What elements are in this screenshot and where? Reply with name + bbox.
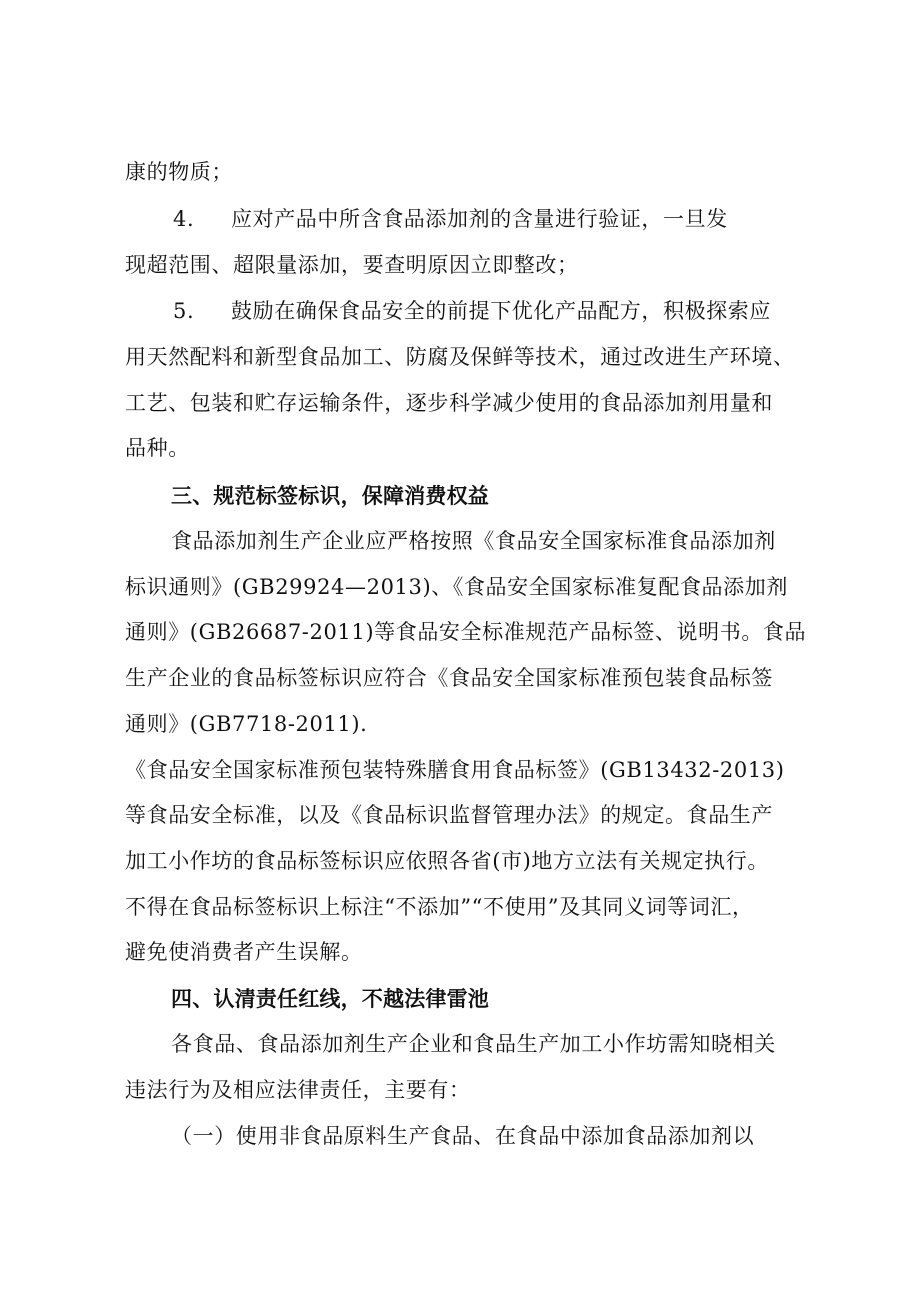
text-line: 标识通则》(GB29924—2013)、《食品安全国家标准复配食品添加剂: [125, 575, 788, 599]
text-line: 品种。: [125, 436, 190, 460]
item-number: 5.: [173, 299, 195, 323]
text-line: 用天然配料和新型食品加工、防腐及保鲜等技术，通过改进生产环境、: [125, 345, 795, 369]
text-line: 《食品安全国家标准预包装特殊膳食用食品标签》(GB13432-2013): [125, 758, 785, 782]
section-heading-4: 四、认清责任红线，不越法律雷池: [171, 987, 489, 1011]
text-line: 各食品、食品添加剂生产企业和食品生产加工小作坊需知晓相关: [171, 1032, 776, 1056]
text-line: 食品添加剂生产企业应严格按照《食品安全国家标准食品添加剂: [171, 529, 776, 553]
item-number: 4.: [173, 207, 195, 231]
text-line: 不得在食品标签标识上标注“不添加”“不使用”及其同义词等词汇，: [125, 895, 754, 919]
text-line: 违法行为及相应法律责任，主要有：: [125, 1078, 471, 1102]
text-line: 生产企业的食品标签标识应符合《食品安全国家标准预包装食品标签: [125, 666, 773, 690]
text-line: 康的物质；: [125, 160, 233, 184]
text-line: 加工小作坊的食品标签标识应依照各省(市)地方立法有关规定执行。: [125, 849, 769, 873]
section-heading-3: 三、规范标签标识，保障消费权益: [171, 484, 489, 508]
text-line: （一）使用非食品原料生产食品、在食品中添加食品添加剂以: [171, 1124, 755, 1148]
numbered-item-4: [173, 204, 728, 234]
text-line: 通则》(GB7718-2011).: [125, 712, 368, 736]
item-text: 鼓励在确保食品安全的前提下优化产品配方，积极探索应: [231, 299, 771, 323]
text-line: 等食品安全标准，以及《食品标识监督管理办法》的规定。食品生产: [125, 803, 773, 827]
text-line: 避免使消费者产生误解。: [125, 940, 363, 964]
item-text: 应对产品中所含食品添加剂的含量进行验证，一旦发: [231, 207, 728, 231]
text-line: 现超范围、超限量添加，要查明原因立即整改；: [125, 253, 579, 277]
numbered-item-5: [173, 296, 771, 326]
text-line: 工艺、包装和贮存运输条件，逐步科学减少使用的食品添加剂用量和: [125, 391, 773, 415]
text-line: 通则》(GB26687-2011)等食品安全标准规范产品标签、说明书。食品: [125, 620, 807, 644]
